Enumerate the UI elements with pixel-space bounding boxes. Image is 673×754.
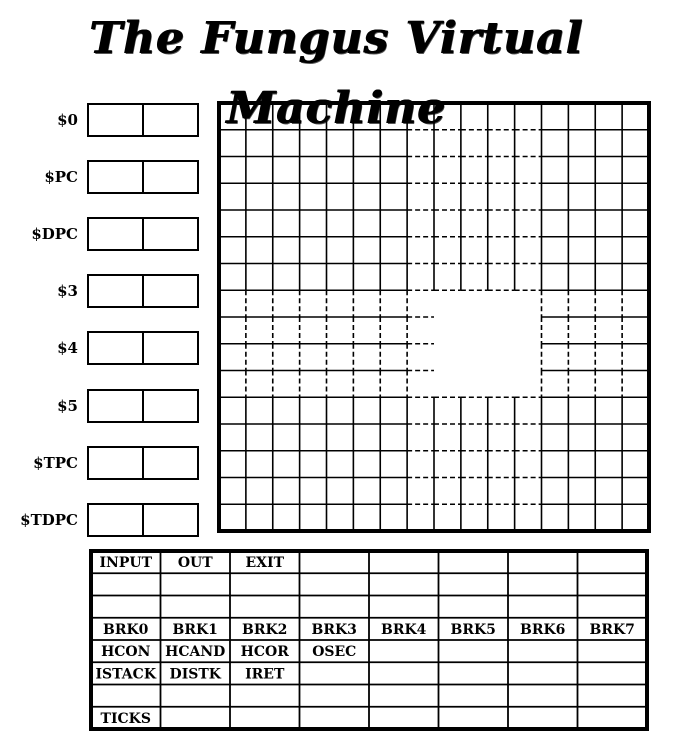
register-label: $TDPC — [20, 511, 78, 529]
table-cell-label: DISTK — [169, 666, 221, 683]
page-title: The Fungus Virtual Machine — [89, 13, 584, 134]
io-table — [88, 548, 650, 732]
register-label: $0 — [57, 111, 78, 129]
register-value-box[interactable] — [87, 503, 199, 537]
table-cell-label: BRK4 — [381, 621, 427, 638]
register-label: $TPC — [33, 454, 78, 472]
table-cell-label: BRK2 — [242, 621, 288, 638]
table-cell-label: INPUT — [99, 555, 152, 572]
table-cell-label: TICKS — [100, 710, 151, 727]
table-cell-label: IRET — [245, 666, 285, 683]
table-cell-label: BRK1 — [172, 621, 218, 638]
register-value-box[interactable] — [87, 331, 199, 365]
table-cell-label: BRK3 — [311, 621, 357, 638]
register-value-box[interactable] — [87, 160, 199, 194]
table-cell-label: BRK0 — [103, 621, 149, 638]
table-cell-label: HCAND — [165, 644, 226, 661]
table-cell-label: OSEC — [312, 644, 357, 661]
register-value-box[interactable] — [87, 217, 199, 251]
table-cell-label: OUT — [177, 555, 213, 572]
table-cell-label: BRK5 — [450, 621, 496, 638]
register-label: $4 — [57, 339, 78, 357]
register-label: $3 — [57, 282, 78, 300]
table-cell-label: BRK6 — [520, 621, 566, 638]
register-value-box[interactable] — [87, 446, 199, 480]
table-cell-label: ISTACK — [95, 666, 156, 683]
table-cell-label: BRK7 — [589, 621, 635, 638]
register-value-box[interactable] — [87, 103, 199, 137]
register-label: $PC — [44, 168, 78, 186]
memory-grid — [216, 100, 652, 534]
register-value-box[interactable] — [87, 274, 199, 308]
table-cell-label: HCON — [101, 644, 151, 661]
register-value-box[interactable] — [87, 389, 199, 423]
register-label: $5 — [57, 397, 78, 415]
table-cell-label: EXIT — [245, 555, 284, 572]
register-label: $DPC — [31, 225, 78, 243]
table-cell-label: HCOR — [240, 644, 289, 661]
